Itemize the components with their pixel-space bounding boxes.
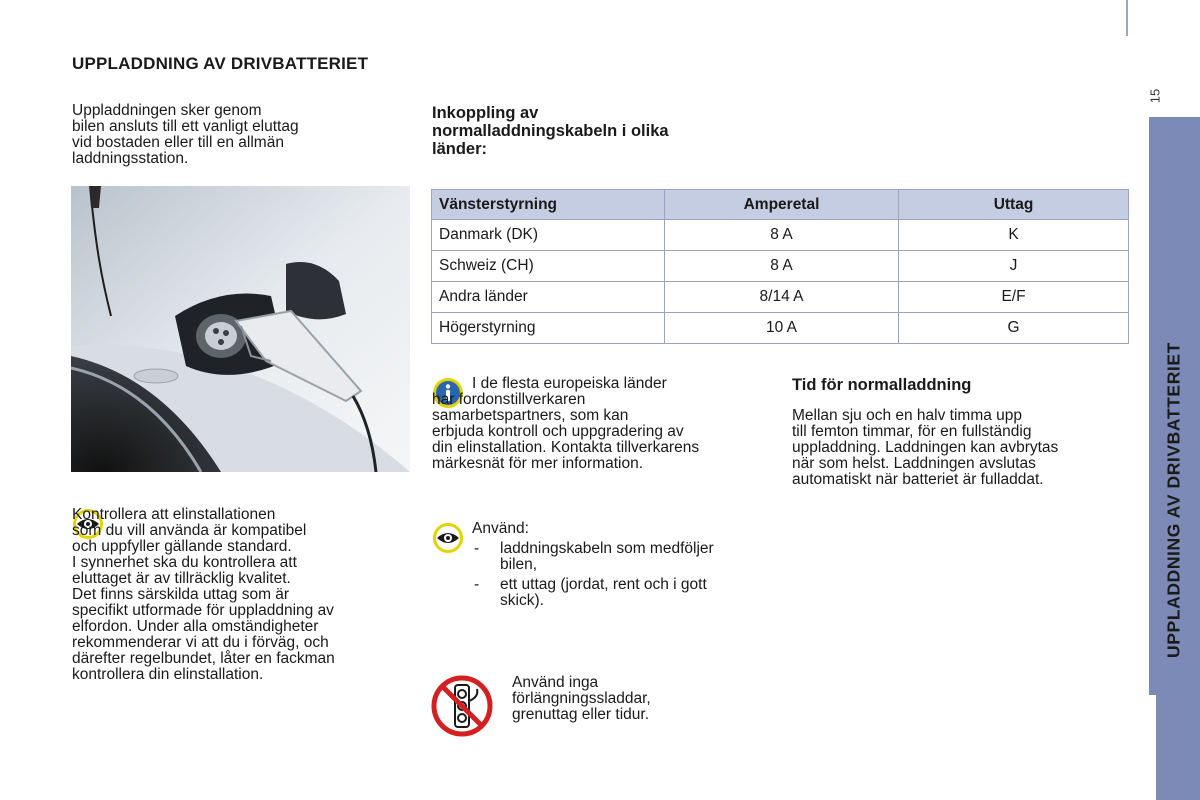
info-note	[432, 376, 777, 472]
table-cell: Andra länder	[432, 282, 665, 313]
table-cell: K	[899, 220, 1129, 251]
charge-time-paragraph	[792, 408, 1137, 488]
info-note-text: I de flesta europeiska länder har fordonstillverkaren samarbetspartners, som kan erbjuda kontroll och uppgradering av din elinstallation. Kontakta tillverkarens märkesnät för mer information.	[432, 375, 700, 472]
installation-warning	[72, 507, 412, 683]
chapter-side-label: UPPLADDNING AV DRIVBATTERIET	[1163, 342, 1184, 658]
column-header-amperage: Amperetal	[665, 190, 899, 220]
use-note	[472, 521, 782, 613]
intro-text: Uppladdningen sker genom bilen ansluts till ett vanligt eluttag vid bostaden eller till en allmän laddningsstation.	[72, 102, 299, 167]
charging-plug-illustration	[71, 186, 410, 472]
installation-warning-text: Kontrollera att elinstallationen som du vill använda är kompatibel och uppfyller gällande standard. I synnerhet ska du kontrollera att eluttaget är av tillräcklig kvalitet. Det finns särskilda uttag som är specifikt utformade för uppladdning av elfordon. Under alla omständigheter rekommenderar vi att du i förväg, och därefter regelbundet, låter en fackman kontrollera din elinstallation.	[72, 506, 335, 683]
column-header-steering: Vänsterstyrning	[432, 190, 665, 220]
charge-time-heading: Tid för normalladdning	[792, 376, 972, 394]
table-cell: Högerstyrning	[432, 313, 665, 344]
table-cell: 10 A	[665, 313, 899, 344]
no-extension-note	[512, 675, 742, 723]
table-cell: Schweiz (CH)	[432, 251, 665, 282]
table-cell: E/F	[899, 282, 1129, 313]
page-title: UPPLADDNING AV DRIVBATTERIET	[72, 54, 369, 73]
top-margin-line	[1126, 0, 1128, 36]
page-number: 15	[1147, 88, 1163, 104]
table-cell: Danmark (DK)	[432, 220, 665, 251]
table-header-row	[432, 190, 1129, 220]
use-note-intro: Använd:	[472, 520, 529, 537]
column-header-socket: Uttag	[899, 190, 1129, 220]
eye-icon	[432, 522, 464, 559]
no-extension-cord-icon	[431, 675, 493, 742]
intro-paragraph	[72, 103, 392, 167]
no-extension-text: Använd inga förlängningssladdar, grenuttag eller tidur.	[512, 674, 651, 723]
use-note-list	[470, 541, 782, 609]
table-cell: 8 A	[665, 251, 899, 282]
table-row	[432, 313, 1129, 344]
table-cell: J	[899, 251, 1129, 282]
table-cell: G	[899, 313, 1129, 344]
side-tab-marker	[1149, 695, 1156, 800]
list-item: - ett uttag (jordat, rent och i gott skick).	[470, 577, 782, 609]
table-row	[432, 220, 1129, 251]
list-item: - laddningskabeln som medföljer bilen,	[470, 541, 782, 573]
table-row	[432, 282, 1129, 313]
connection-heading: Inkoppling av normalladdningskabeln i olika länder:	[432, 104, 669, 158]
table-row	[432, 251, 1129, 282]
charging-photo	[71, 186, 410, 472]
table-cell: 8/14 A	[665, 282, 899, 313]
table-cell: 8 A	[665, 220, 899, 251]
plug-type-table	[431, 189, 1129, 344]
charge-time-text: Mellan sju och en halv timma upp till femton timmar, för en fullständig uppladdning. Laddningen kan avbrytas när som helst. Laddningen avslutas automatiskt när batteriet är fulladdat.	[792, 407, 1059, 488]
